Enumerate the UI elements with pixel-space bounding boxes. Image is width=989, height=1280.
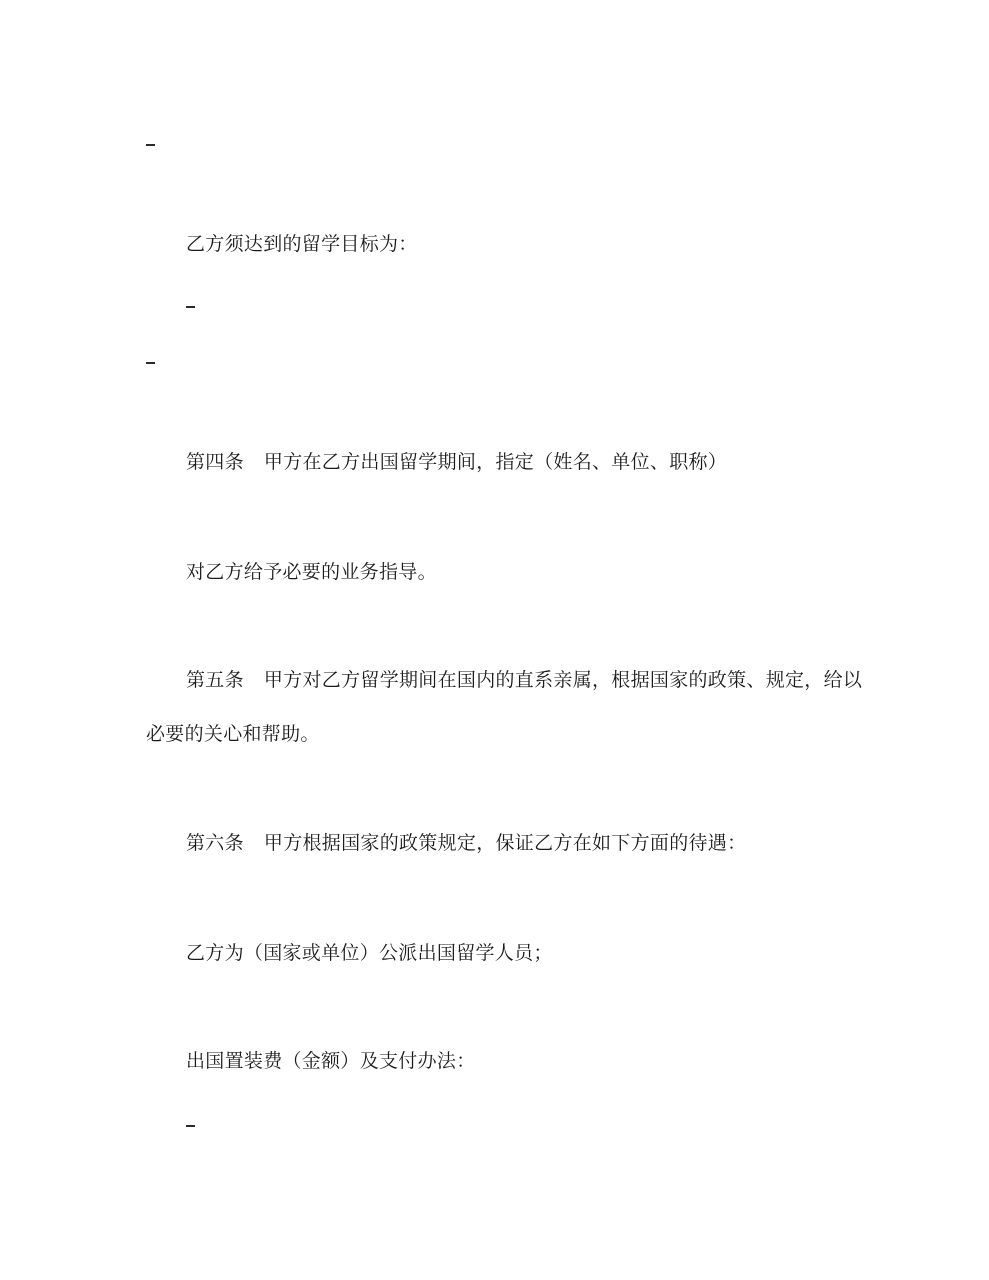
article-4-line-2: 对乙方给予必要的业务指导。	[186, 561, 437, 583]
article-6-number: 第六条	[186, 832, 244, 854]
article-4-text: 甲方在乙方出国留学期间，指定（姓名、单位、职称）	[263, 451, 728, 473]
study-goal-label: 乙方须达到的留学目标为：	[186, 233, 418, 255]
article-6-line-1	[186, 831, 746, 855]
blank-fill-line	[186, 1125, 195, 1127]
blank-fill-line	[186, 306, 195, 308]
blank-fill-line	[146, 144, 155, 146]
article-4-line-1	[186, 450, 727, 474]
article-6-item-1: 乙方为（国家或单位）公派出国留学人员；	[186, 942, 553, 964]
blank-fill-line	[146, 362, 155, 364]
article-5-text: 甲方对乙方留学期间在国内的直系亲属，根据国家的政策、规定，给以	[263, 669, 863, 691]
article-4-number: 第四条	[186, 451, 244, 473]
article-5-line-1	[186, 668, 862, 692]
article-6-item-2: 出国置装费（金额）及支付办法：	[186, 1050, 476, 1072]
article-6-text: 甲方根据国家的政策规定，保证乙方在如下方面的待遇：	[263, 832, 747, 854]
article-5-line-2: 必要的关心和帮助。	[146, 723, 320, 745]
article-5-number: 第五条	[186, 669, 244, 691]
